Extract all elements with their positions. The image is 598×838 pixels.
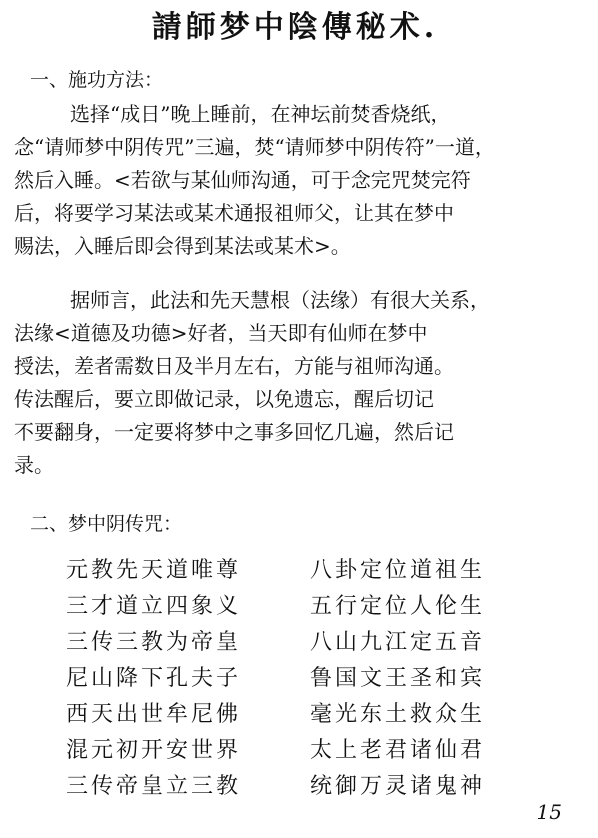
verse-line: 三传三教为帝皇	[66, 630, 242, 655]
verse-line: 西天出世牟尼佛	[66, 702, 242, 727]
text-line: 赐法，入睡后即会得到某法或某术>。	[14, 234, 351, 258]
verse-line: 八卦定位道祖生	[310, 558, 486, 583]
text-line: 法缘<道德及功德>好者，当天即有仙师在梦中	[14, 321, 428, 345]
text-line: 后，将要学习某法或某术通报祖师父，让其在梦中	[14, 201, 454, 225]
page-title: 請師梦中陰傳秘术.	[151, 10, 439, 45]
method-paragraph-1	[14, 98, 582, 263]
verse-line: 统御万灵诸鬼神	[310, 774, 486, 799]
verse-line: 三传帝皇立三教	[66, 774, 242, 799]
section-heading-mantra: 二、梦中阴传咒：	[30, 513, 183, 535]
mantra-verses	[66, 553, 536, 805]
page-number: 15	[536, 800, 562, 824]
text-line: 念“请师梦中阴传咒”三遍，焚“请师梦中阴传符”一道，	[14, 135, 495, 159]
method-paragraph-2	[14, 284, 582, 482]
section-heading-method: 一、施功方法：	[30, 69, 164, 91]
verse-line: 尼山降下孔夫子	[66, 666, 242, 691]
verse-line: 毫光东土救众生	[310, 702, 486, 727]
verse-line: 混元初开安世界	[66, 738, 242, 763]
text-line: 然后入睡。<若欲与某仙师沟通，可于念完咒焚完符	[14, 168, 471, 192]
verse-line: 鲁国文王圣和宾	[310, 666, 486, 691]
text-line: 据师言，此法和先天慧根（法缘）有很大关系，	[70, 288, 490, 312]
verse-line: 三才道立四象义	[66, 594, 242, 619]
text-line: 不要翻身，一定要将梦中之事多回忆几遍，然后记	[14, 420, 454, 444]
verse-line: 八山九江定五音	[310, 630, 486, 655]
verse-line: 太上老君诸仙君	[310, 738, 486, 763]
text-line: 选择“成日”晚上睡前，在神坛前焚香烧纸，	[70, 102, 451, 126]
text-line: 录。	[14, 453, 54, 477]
text-line: 传法醒后，要立即做记录，以免遗忘，醒后切记	[14, 387, 434, 411]
verse-line: 五行定位人伦生	[310, 594, 486, 619]
text-line: 授法，差者需数日及半月左右，方能与祖师沟通。	[14, 354, 454, 378]
verse-line: 元教先天道唯尊	[66, 558, 242, 583]
